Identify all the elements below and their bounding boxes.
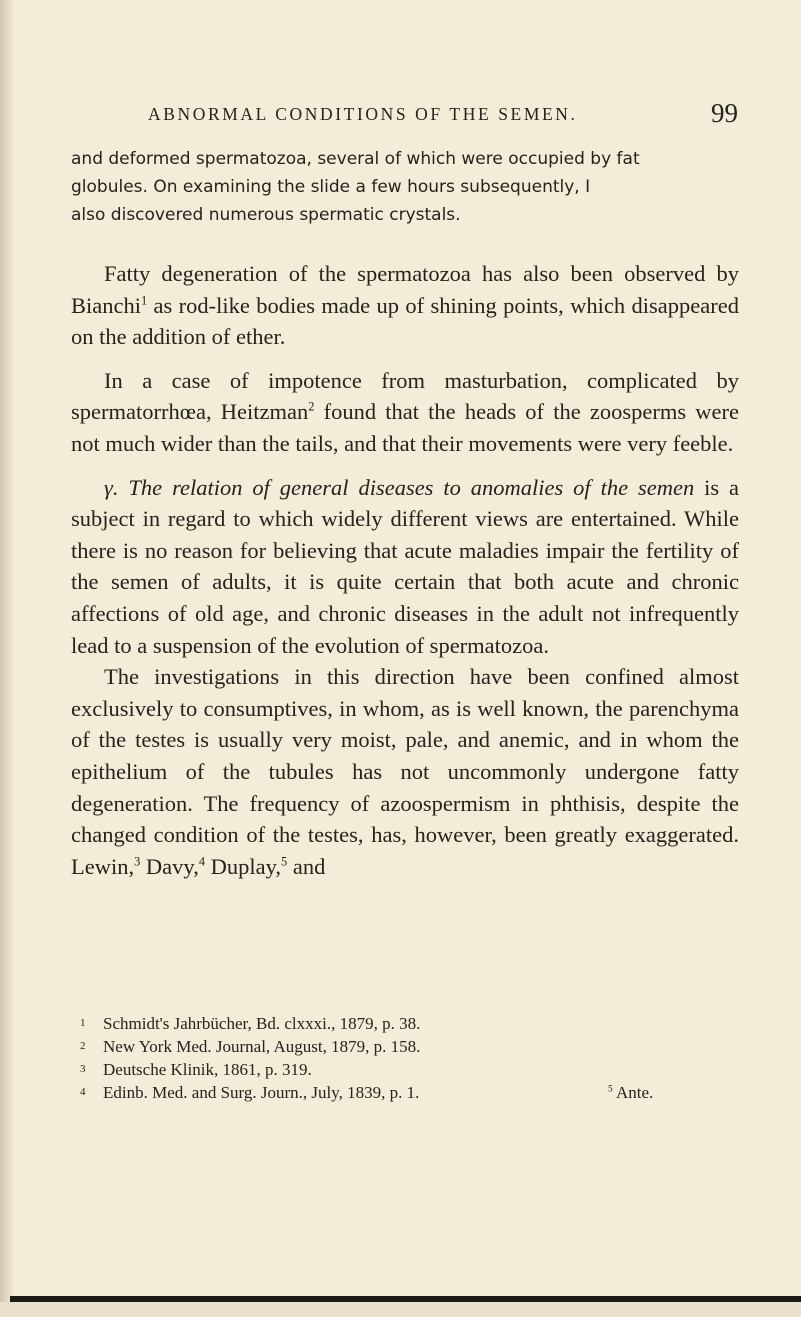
footnote-text: New York Med. Journal, August, 1879, p. 158. <box>103 1037 421 1056</box>
paragraph-text: as rod-like bodies made up of shining points, which disappeared on the addition of ether. <box>71 292 739 350</box>
running-title: ABNORMAL CONDITIONS OF THE SEMEN. <box>148 104 578 124</box>
paragraph-fatty-degeneration <box>71 258 739 353</box>
footnote-mark: 2 <box>80 1040 86 1052</box>
footnote-mark: 1 <box>80 1017 86 1029</box>
section-heading-italic: The relation of general diseases to anomalies of the semen <box>128 474 695 500</box>
paragraph-text: The investigations in this direction have been confined almost exclusively to consumptives, in whom, as is well known, the parenchyma of the testes is usually very moist, pale, and anemic, and in whom the epithelium of the tubules has not uncommonly undergone fatty degeneration. The frequency of azoospermism in phthisis, despite the changed condition of the testes, has, however, been greatly exaggerated. Lewin, <box>71 664 739 879</box>
continued-paragraph <box>71 145 739 229</box>
page-gutter-shadow <box>0 0 14 1317</box>
footnote-text: Edinb. Med. and Surg. Journ., July, 1839, p. 1. <box>103 1083 420 1102</box>
paragraph-text: In a case of impotence from masturbation, complicated by spermatorrhœa, Heitzman <box>71 367 739 425</box>
footnotes <box>80 1012 740 1104</box>
intro-line: globules. On examining the slide a few hours subsequently, I <box>71 177 591 197</box>
footnote-mark: 5 <box>608 1084 613 1095</box>
page-number: 99 <box>711 98 738 128</box>
paragraph-text: is a subject in regard to which widely different views are entertained. While there is no reason for believing that acute maladies impair the fertility of the semen of adults, it is quite certain that both acute and chronic affections of old age, and chronic diseases in the adult not infrequently lead to a suspension of the evolution of spermatozoa. <box>71 474 740 658</box>
paragraph-impotence-case <box>71 365 739 460</box>
footnote-ref: 5 <box>281 854 288 869</box>
footnote-ref: 1 <box>140 293 148 308</box>
footnote-mark: 3 <box>80 1063 86 1075</box>
section-label: γ. <box>104 474 119 500</box>
footnote <box>80 1058 740 1081</box>
footnote <box>80 1081 740 1104</box>
page-bottom-margin <box>0 1302 801 1317</box>
footnote-ref: 2 <box>308 399 315 414</box>
body-text <box>71 258 739 894</box>
paragraph-text: and <box>287 853 326 879</box>
page-header <box>148 98 738 134</box>
footnote-ref: 3 <box>134 854 141 869</box>
footnote-text: Schmidt's Jahrbücher, Bd. clxxxi., 1879, p. 38. <box>103 1014 421 1033</box>
paragraph-text: found that the heads of the zoosperms were not much wider than the tails, and that their movements were very feeble. <box>71 399 739 456</box>
intro-line: and deformed spermatozoa, several of which were occupied by fat <box>71 149 640 169</box>
footnote <box>80 1035 740 1058</box>
footnote-text: Ante. <box>615 1083 654 1102</box>
footnote-text: Deutsche Klinik, 1861, p. 319. <box>103 1060 312 1079</box>
footnote-extra <box>608 1081 653 1104</box>
paragraph-text: Fatty degeneration of the spermatozoa has also been observed by Bianchi <box>71 261 739 318</box>
paragraph-text: Duplay, <box>205 853 282 879</box>
intro-line: also discovered numerous spermatic crystals. <box>71 205 461 225</box>
footnote <box>80 1012 740 1035</box>
paragraph-text: Davy, <box>140 853 199 879</box>
paragraph-investigations <box>71 661 739 882</box>
footnote-ref: 4 <box>198 854 206 869</box>
paragraph-general-diseases <box>71 472 739 662</box>
footnote-mark: 4 <box>80 1086 86 1098</box>
